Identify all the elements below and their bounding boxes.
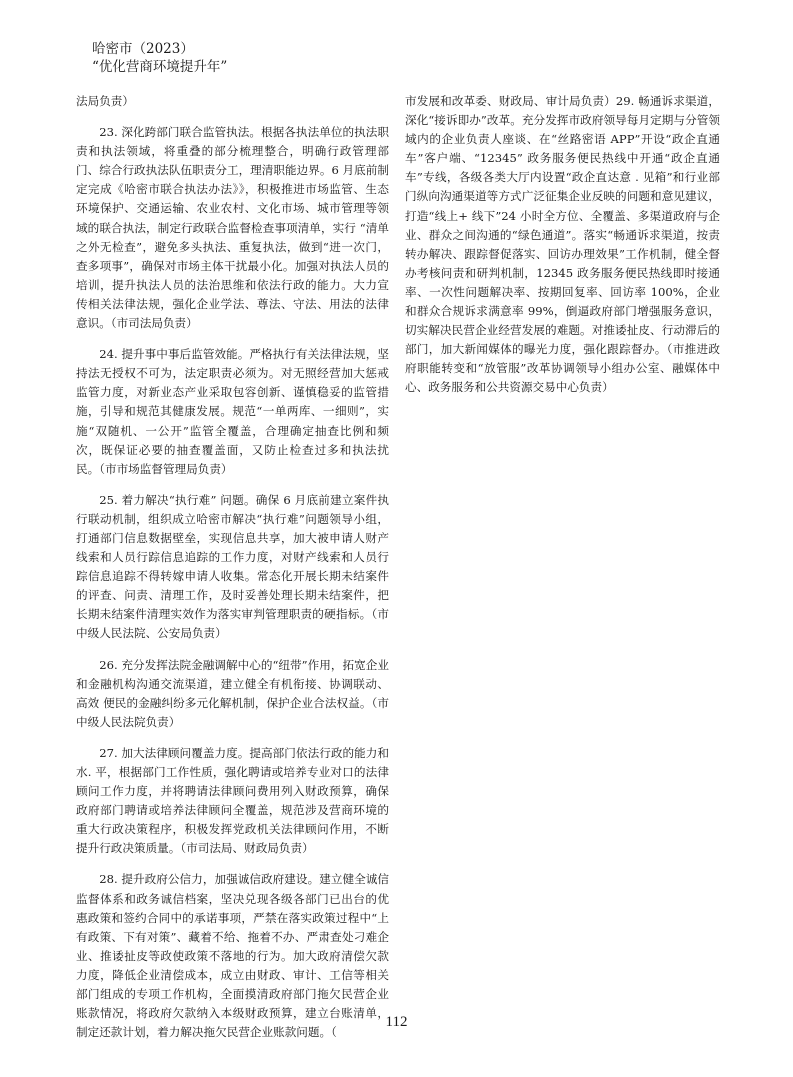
header-line-2: “优化营商环境提升年” [92, 59, 228, 75]
paragraph-item-29: 市发展和改革委、财政局、审计局负责）29. 畅通诉求渠道，深化“接诉即办”改革。充分发挥市政府领导每月定期与分管领域内的企业负责人座谈、在“丝路密语 APP”开设“政企直通车”客户端、“12345” 政务服务便民热线中开通“政企直通车”专线，各级各类大厅内设置“政企直达意 . 见箱”和行业部门纵向沟通渠道等方式广泛征集企业反映的问题和意见建议，打造“线上+ 线下”24 小时全方位、全覆盖、多渠道政府与企业、群众之间沟通的“绿色通道”。落实“畅通诉求渠道，按责转办解决、跟踪督促落实、回访办理效果”工作机制，健全督办考核问责和研判机制，12345 政务服务便民热线即时接通率、一次性问题解决率、按期回复率、回访率 100%，企业和群众合规诉求满意率 99%，倒逼政府部门增强服务意识，切实解决民营企业经营发展的难题。对推诿扯皮、行动滞后的部门，加大新闻媒体的曝光力度，强化跟踪督办。（市推进政府职能转变和“放管服”改革协调领导小组办公室、融媒体中心、政务服务和公共资源交易中心负责） [405, 94, 720, 395]
running-header [92, 40, 227, 76]
page-number: 112 [385, 1014, 408, 1030]
paragraph-continuation: 法局负责） [76, 94, 134, 108]
paragraph-item-27: 27. 加大法律顾问覆盖力度。提高部门依法行政的能力和水. 平，根据部门工作性质，强化聘请或培养专业对口的法律顾问工作力度，并将聘请法律顾问费用列入财政预算，确保政府部门聘请或培养法律顾问全覆盖，规范涉及营商环境的重大行政决策程序，积极发挥党政机关法律顾问作用，不断提升行政决策质量。（市司法局、财政局负责） [76, 745, 389, 856]
paragraph-item-26: 26. 充分发挥法院金融调解中心的“纽带”作用，拓宽企业和金融机构沟通交流渠道，建立健全有机衔接、协调联动、高效 便民的金融纠纷多元化解机制，保护企业合法权益。（市中级人民法院负责） [76, 657, 389, 729]
left-column [76, 92, 389, 1054]
header-line-1: 哈密市（2023） [92, 41, 194, 57]
paragraph-item-25: 25. 着力解决“执行难” 问题。确保 6 月底前建立案件执行联动机制，组织成立哈密市解决“执行难”问题领导小组，打通部门信息数据壁垒，实现信息共享，加大被申请人财产线索和人员行踪信息追踪的工作力度，对财产线索和人员行踪信息追踪不得转嫁申请人收集。常态化开展长期未结案件的评查、问责、清理工作，及时妥善处理长期未结案件，把长期未结案件清理实效作为落实审判管理职责的硬指标。（市中级人民法院、公安局负责） [76, 492, 389, 641]
paragraph-item-24: 24. 提升事中事后监管效能。严格执行有关法律法规，坚持法无授权不可为，法定职责必须为。对无照经营加大惩戒监管力度，对新业态产业采取包容创新、谨慎稳妥的监管措施，引导和规范其健康发展。规范“一单两库、一细则”，实施“双随机、一公开”监管全覆盖，合理确定抽查比例和频次，既保证必要的抽查覆盖面，又防止检查过多和执法扰民。（市市场监督管理局负责） [76, 347, 389, 476]
paragraph-item-23: 23. 深化跨部门联合监管执法。根据各执法单位的执法职责和执法领域，将重叠的部分梳理整合，明确行政管理部门、综合行政执法队伍职责分工，理清职能边界。6 月底前制定完成《哈密市联合执法办法》》，积极推进市场监管、生态环境保护、交通运输、农业农村、文化市场、城市管理等领域的联合执法，制定行政联合监督检查事项清单，实行 “清单之外无检查”，避免多头执法、重复执法，做到“进一次门，查多项事”，确保对市场主体干扰最小化。加强对执法人员的培训，提升执法人员的法治思维和依法行政的能力。大力宣传相关法律法规，强化企业学法、尊法、守法、用法的法律意识。（市司法局负责） [76, 125, 389, 331]
right-column [405, 92, 720, 410]
paragraph-item-28: 28. 提升政府公信力，加强诚信政府建设。建立健全诚信监督体系和政务诚信档案，坚决兑现各级各部门已出台的优惠政策和签约合同中的承诺事项，严禁在落实政策过程中“上有政策、下有对策”、藏着不给、拖着不办、严肃查处刁难企业、推诿扯皮等政使政策不落地的行为。加大政府清偿欠款力度，降低企业清偿成本，成立由财政、审计、工信等相关部门组成的专项工作机构，全面摸清政府部门拖欠民营企业账款情况，将政府欠款纳入本级财政预算，建立台账清单，制定还款计划，着力解决拖欠民营企业账款问题。（ [76, 872, 389, 1040]
